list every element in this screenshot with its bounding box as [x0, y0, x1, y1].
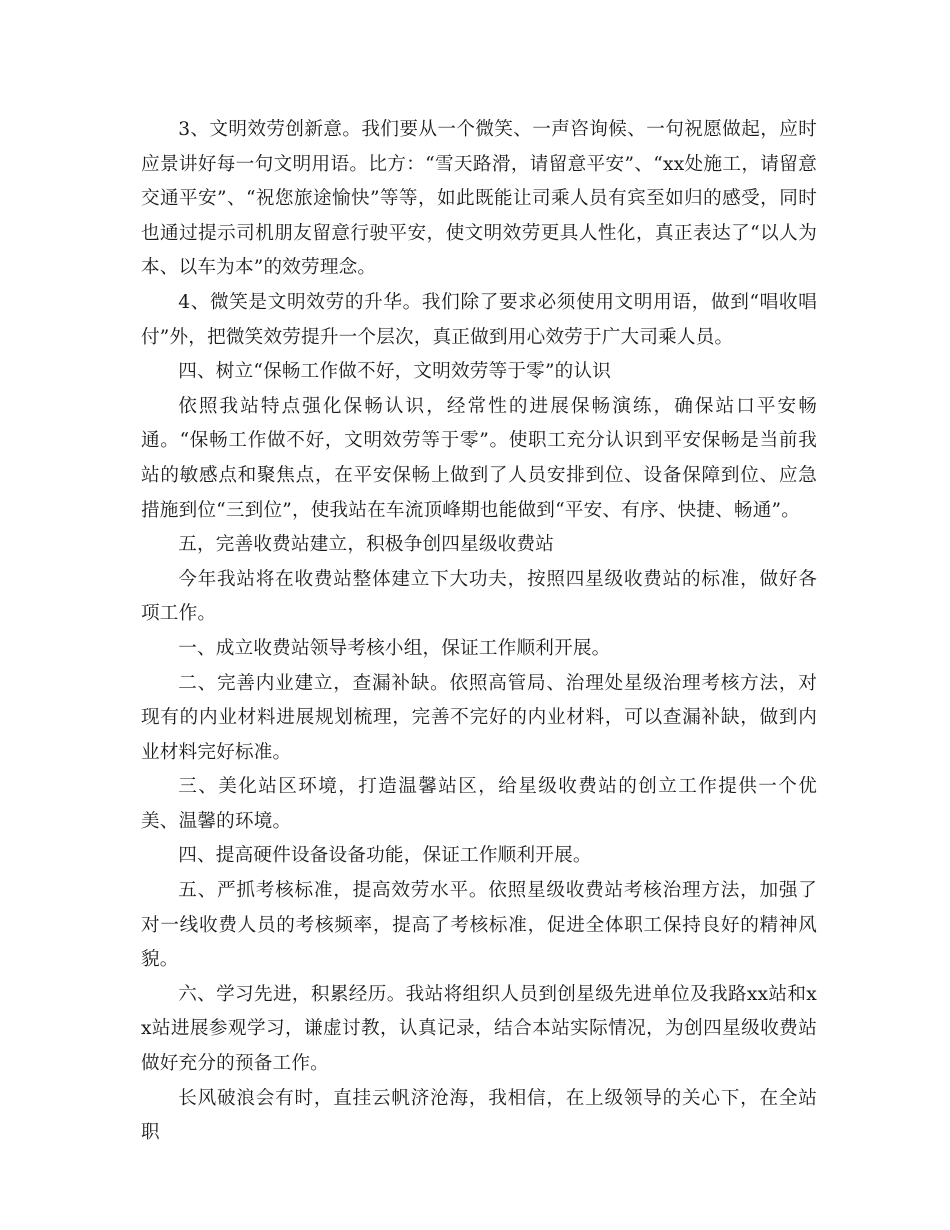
list-item-station-environment: 三、美化站区环境，打造温馨站区，给星级收费站的创立工作提供一个优美、温馨的环境。 [141, 776, 817, 832]
paragraph-civil-service-innovation: 3、文明效劳创新意。我们要从一个微笑、一声咨询候、一句祝愿做起，应时应景讲好每一句文明用语。比方：“雪天路滑，请留意平安”、“xx处施工，请留意交通平安”、“祝您旅途愉快”等等，如此既能让司乘人员有宾至如归的感受，同时也通过提示司机朋友留意行驶平安，使文明效劳更具人性化，真正表达了“以人为本、以车为本”的效劳理念。 [141, 119, 817, 279]
paragraph-smile-service: 4、微笑是文明效劳的升华。我们除了要求必须使用文明用语，做到“唱收唱付”外，把微笑效劳提升一个层次，真正做到用心效劳于广大司乘人员。 [141, 291, 817, 348]
list-item-assessment-team: 一、成立收费站领导考核小组，保证工作顺利开展。 [178, 637, 611, 659]
section-heading-four-star-station: 五，完善收费站建立，积极争创四星级收费站 [178, 534, 555, 556]
paragraph-station-construction: 今年我站将在收费站整体建立下大功夫，按照四星级收费站的标准，做好各项工作。 [141, 568, 817, 625]
document-body [141, 113, 817, 1151]
list-item-internal-affairs: 二、完善内业建立，查漏补缺。依照高管局、治理处星级治理考核方法，对现有的内业材料进展规划梳理，完善不完好的内业材料，可以查漏补缺，做到内业材料完好标准。 [141, 672, 817, 763]
paragraph-closing: 长风破浪会有时，直挂云帆济沧海，我相信，在上级领导的关心下，在全站职 [141, 1087, 817, 1144]
paragraph-traffic-safety: 依照我站特点强化保畅认识，经常性的进展保畅演练，确保站口平安畅通。“保畅工作做不好，文明效劳等于零”。使职工充分认识到平安保畅是当前我站的敏感点和聚焦点，在平安保畅上做到了人员安排到位、设备保障到位、应急措施到位“三到位”，使我站在车流顶峰期也能做到“平安、有序、快捷、畅通”。 [141, 395, 817, 521]
list-item-assessment-standards: 五、严抓考核标准，提高效劳水平。依照星级收费站考核治理方法，加强了对一线收费人员的考核频率，提高了考核标准，促进全体职工保持良好的精神风貌。 [141, 880, 817, 971]
section-heading-traffic-awareness: 四、树立“保畅工作做不好，文明效劳等于零”的认识 [178, 361, 612, 383]
list-item-hardware: 四、提高硬件设备设备功能，保证工作顺利开展。 [178, 845, 592, 867]
list-item-learning: 六、学习先进，积累经历。我站将组织人员到创星级先进单位及我路xx站和xx站进展参观学习，谦虚讨教，认真记录，结合本站实际情况，为创四星级收费站做好充分的预备工作。 [141, 983, 817, 1075]
